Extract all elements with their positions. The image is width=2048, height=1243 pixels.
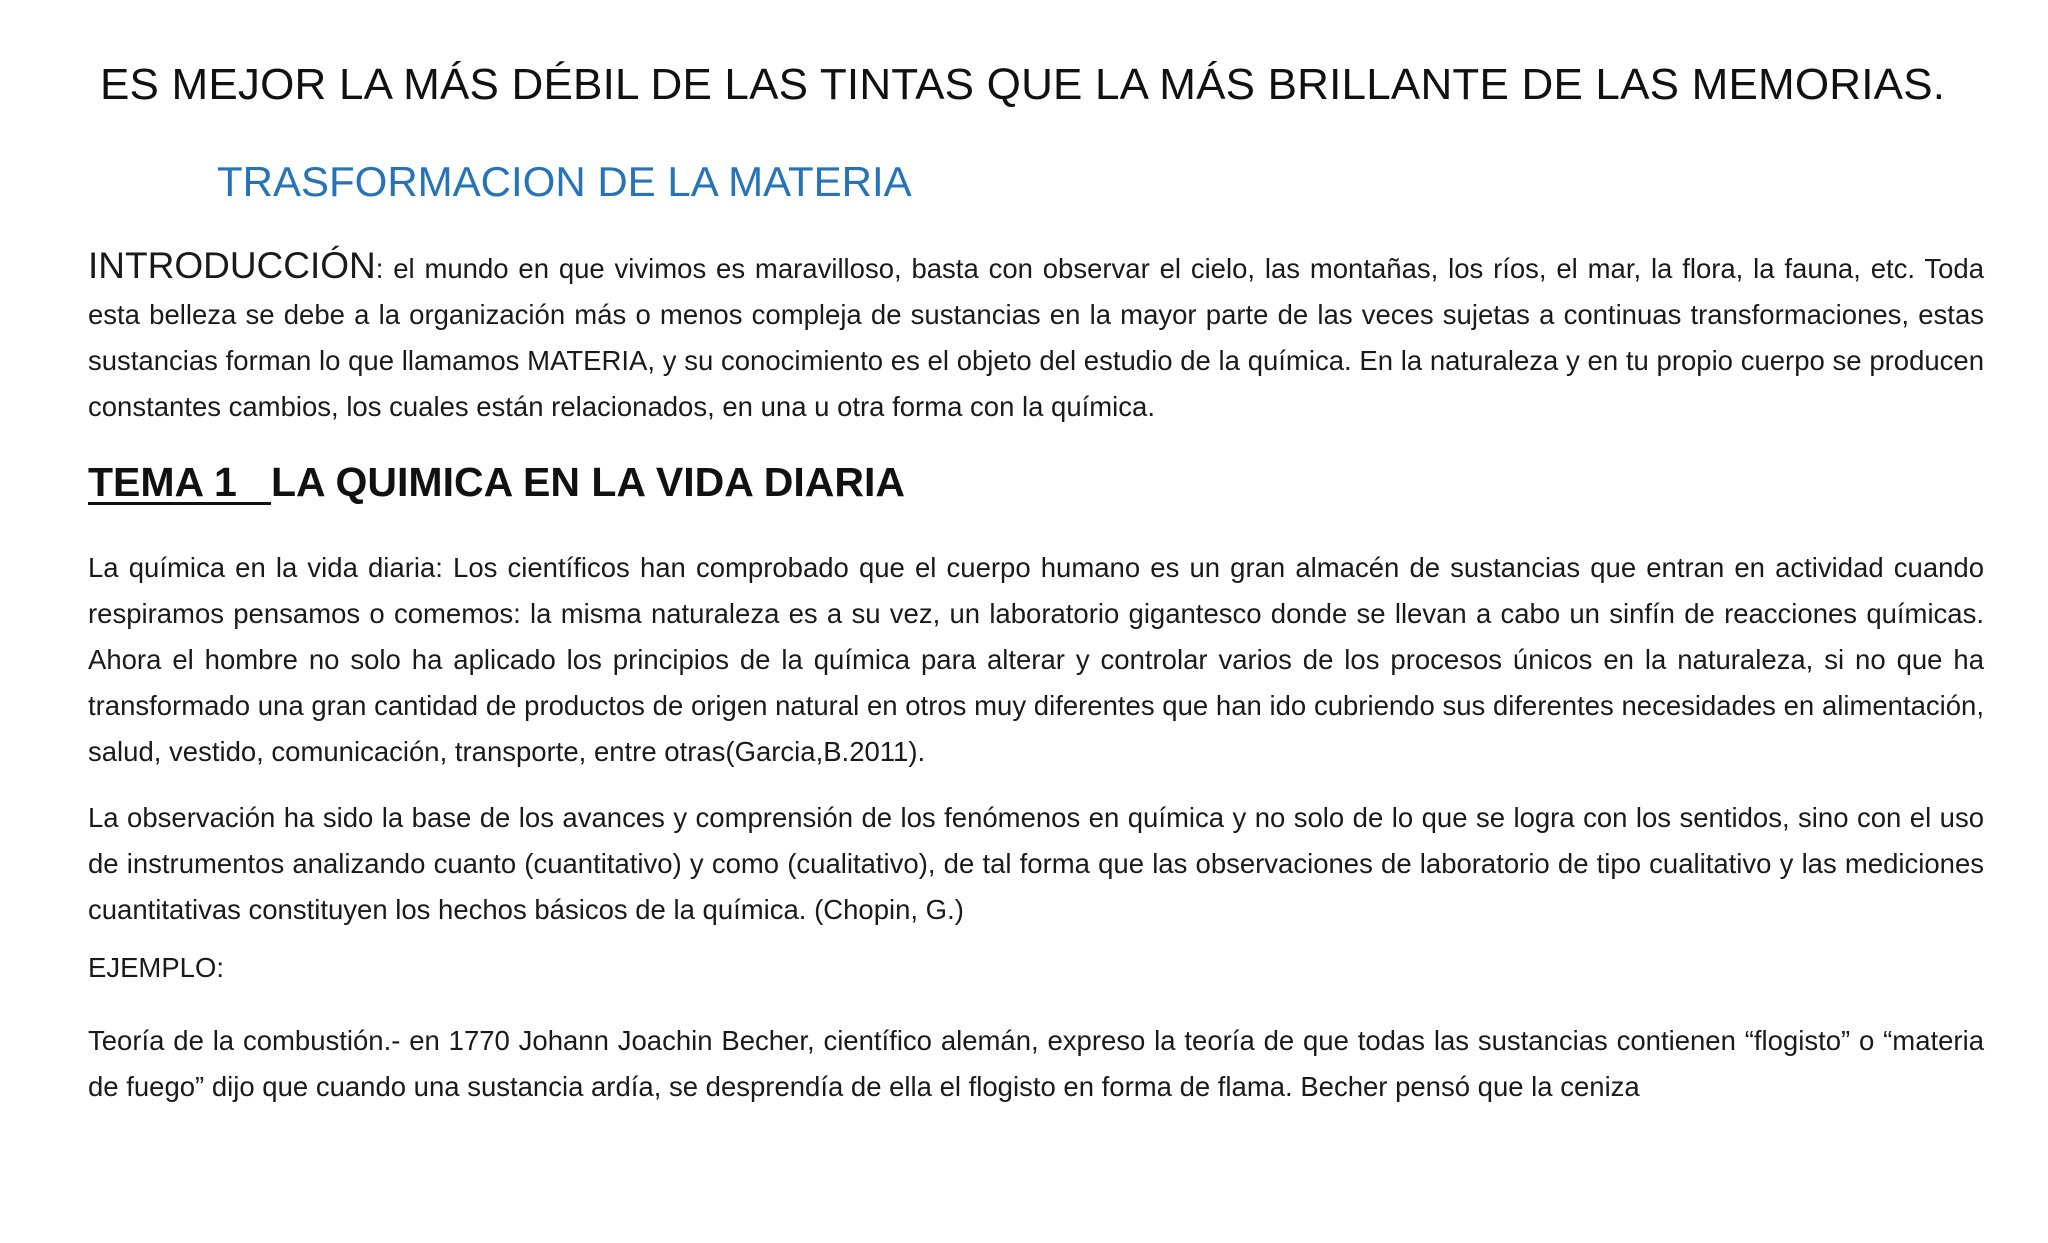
document-title: TRASFORMACION DE LA MATERIA [217, 158, 912, 205]
section-heading [88, 459, 905, 506]
section-title: LA QUIMICA EN LA VIDA DIARIA [271, 459, 905, 505]
motto-heading: ES MEJOR LA MÁS DÉBIL DE LAS TINTAS QUE LA MÁS BRILLANTE DE LAS MEMORIAS. [100, 60, 1946, 109]
paragraph-observacion: La observación ha sido la base de los avances y comprensión de los fenómenos en química y no solo de lo que se logra con los sentidos, sino con el uso de instrumentos analizando cuanto (cuantitativo) y como (cualitativo), de tal forma que las observaciones de laboratorio de tipo cualitativo y las mediciones cuantitativas constituyen los hechos básicos de la química. (Chopin, G.) [88, 802, 1984, 925]
example-label: EJEMPLO: [88, 952, 225, 983]
paragraph-combustion: Teoría de la combustión.- en 1770 Johann Joachin Becher, científico alemán, expreso la teoría de que todas las sustancias contienen “flogisto” o “materia de fuego” dijo que cuando una sustancia ardía, se desprendía de ella el flogisto en forma de flama. Becher pensó que la ceniza [88, 1025, 1984, 1102]
intro-paragraph [88, 243, 1984, 430]
intro-label: INTRODUCCIÓN [88, 245, 376, 286]
intro-text: : el mundo en que vivimos es maravilloso, basta con observar el cielo, las montañas, los ríos, el mar, la flora, la fauna, etc. Toda esta belleza se debe a la organización más o menos compleja de sustancias en la mayor parte de las veces sujetas a continuas transformaciones, estas sustancias forman lo que llamamos MATERIA, y su conocimiento es el objeto del estudio de la química. En la naturaleza y en tu propio cuerpo se producen constantes cambios, los cuales están relacionados, en una u otra forma con la química. [88, 253, 1984, 422]
paragraph-vida-diaria: La química en la vida diaria: Los científicos han comprobado que el cuerpo humano es un gran almacén de sustancias que entran en actividad cuando respiramos pensamos o comemos: la misma naturaleza es a su vez, un laboratorio gigantesco donde se llevan a cabo un sinfín de reacciones químicas. Ahora el hombre no solo ha aplicado los principios de la química para alterar y controlar varios de los procesos únicos en la naturaleza, si no que ha transformado una gran cantidad de productos de origen natural en otros muy diferentes que han ido cubriendo sus diferentes necesidades en alimentación, salud, vestido, comunicación, transporte, entre otras(Garcia,B.2011). [88, 552, 1984, 767]
section-number: TEMA 1 [88, 459, 271, 505]
